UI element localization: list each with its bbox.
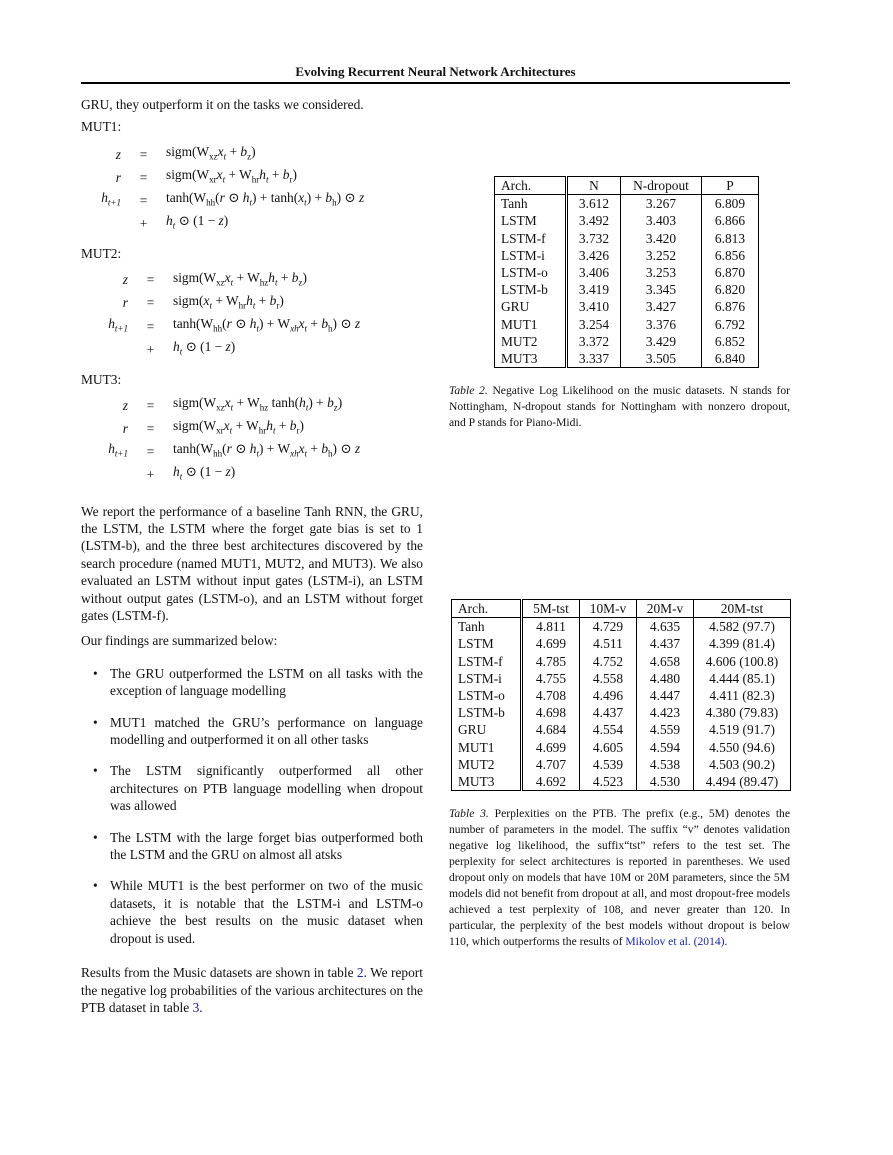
- equation-rhs: $sigm(W_{xz}x_t + W_{hz}h_t + b_z)$: [173, 269, 307, 288]
- findings-list: [81, 665, 423, 947]
- table3-caption: Table 3. Perplexities on the PTB. The prefix (e.g., 5M) denotes the number of parameters in the model. The suffix “v” denotes validation negative log likelihood, the suffix“tst” refers to the test set. The perplexity for select architectures is reported in parentheses. We used dropout only on models that have 10M or 20M parameters, since the 5M models did not benefit from dropout at all, and most dropout-free models achieved a test perplexity of 108, and never greater than 120. In particular, the perplexity of the best models without dropout is below 110, which outperforms the results of Mikolov et al. (2014).: [449, 807, 790, 948]
- mikolov-citation-link[interactable]: Mikolov et al. (2014): [625, 935, 725, 948]
- table-cell: 4.729: [580, 618, 637, 636]
- table-row: [452, 635, 791, 652]
- mut1-equation-row: [93, 189, 364, 212]
- table-row: [452, 618, 791, 636]
- table-cell: 6.820: [702, 281, 759, 298]
- mut2-equations: [100, 269, 360, 361]
- table-cell: 4.519 (91.7): [694, 721, 791, 738]
- table-cell: 4.684: [522, 721, 580, 738]
- row-label: LSTM-i: [458, 670, 502, 686]
- table-cell: 3.429: [621, 333, 702, 350]
- table-cell: 6.792: [702, 316, 759, 333]
- table-cell: 4.558: [580, 670, 637, 687]
- row-label: LSTM-b: [501, 282, 548, 298]
- table-cell: 4.699: [522, 739, 580, 756]
- results-paragraph: Results from the Music datasets are shown in table 2. We report the negative log probabilities of the various architectures on the PTB dataset in table 3.: [81, 965, 423, 1015]
- bullet-icon: •: [93, 714, 98, 730]
- row-label: MUT1: [458, 739, 495, 755]
- table-cell: 4.699: [522, 635, 580, 652]
- row-label: MUT1: [501, 316, 538, 332]
- table-cell: 4.698: [522, 704, 580, 721]
- findings-intro: Our findings are summarized below:: [81, 633, 278, 649]
- equation-operator: =: [139, 146, 148, 162]
- equation-lhs: r: [122, 295, 128, 311]
- equation-lhs: z: [122, 398, 128, 414]
- equation-rhs: $h_t$ ⊙ (1 − z): [166, 213, 229, 231]
- equation-rhs: $h_t$ ⊙ (1 − z): [173, 464, 236, 483]
- mut1-equation-row: [93, 166, 364, 189]
- table-cell: 3.403: [621, 212, 702, 229]
- equation-lhs: r: [115, 169, 121, 185]
- finding-text: The LSTM with the large forget bias outperformed both the LSTM and the GRU on almost all atsks: [110, 829, 423, 863]
- row-label: LSTM-o: [501, 265, 548, 281]
- table-cell: 4.530: [637, 773, 694, 791]
- table2-music-nll: [494, 176, 759, 368]
- table-cell: 4.437: [637, 635, 694, 652]
- table-cell: 4.582 (97.7): [694, 618, 791, 636]
- finding-item: [81, 762, 423, 814]
- table-cell: 4.444 (85.1): [694, 670, 791, 687]
- report-paragraph: We report the performance of a baseline Tanh RNN, the GRU, the LSTM, the LSTM where the forget gate bias is set to 1 (LSTM-b), and the three best architectures discovered by the search procedure (named MUT1, MUT2, and MUT3). We also evaluated an LSTM without input gates (LSTM-i), an LSTM without output gates (LSTM-o), and an LSTM without forget gates (LSTM-f).: [81, 503, 423, 623]
- mut3-equation-row: [100, 440, 360, 463]
- table-cell: 3.254: [567, 316, 621, 333]
- finding-text: The LSTM significantly outperformed all other architectures on PTB language modelling when dropout was allowed: [110, 763, 423, 814]
- column-header: N: [567, 177, 621, 195]
- table-cell: 4.658: [637, 653, 694, 670]
- column-header: N-dropout: [621, 177, 702, 195]
- finding-item: [81, 665, 423, 700]
- equation-lhs: z: [122, 272, 128, 288]
- table-cell: 3.420: [621, 230, 702, 247]
- bullet-icon: •: [93, 665, 98, 681]
- table-cell: 3.427: [621, 298, 702, 315]
- table-row: [452, 739, 791, 756]
- table-cell: 3.492: [567, 212, 621, 229]
- equation-operator: =: [139, 169, 148, 185]
- row-label: GRU: [458, 722, 487, 738]
- equation-rhs: $\tanh(W_{hh}(r$ ⊙ $h_t) + \tanh(x_t) + b_h$) ⊙ z: [166, 189, 365, 208]
- mut2-equation-row: [100, 292, 360, 315]
- table-cell: 4.411 (82.3): [694, 687, 791, 704]
- equation-lhs: [100, 338, 128, 361]
- mut1-equation-row: [93, 143, 364, 166]
- row-label: Tanh: [501, 196, 528, 212]
- mut1-label: MUT1:: [81, 119, 122, 135]
- table-row: [452, 653, 791, 670]
- equation-rhs: $\tanh(W_{hh}(r$ ⊙ $h_t) + W_{xh}x_t + b_h$) ⊙ z: [173, 441, 361, 460]
- mut2-equation-row: [100, 315, 360, 338]
- table-cell: 4.606 (100.8): [694, 653, 791, 670]
- table-row: [495, 316, 759, 333]
- bullet-icon: •: [93, 763, 98, 779]
- table-row: [452, 721, 791, 738]
- row-label: LSTM-o: [458, 688, 505, 704]
- table-cell: 3.253: [621, 264, 702, 281]
- table-cell: 4.496: [580, 687, 637, 704]
- table-cell: 4.539: [580, 756, 637, 773]
- table2-caption: Table 2. Negative Log Likelihood on the music datasets. N stands for Nottingham, N-dropout stands for Nottingham with nonzero dropout, and P stands for Piano-Midi.: [449, 384, 790, 429]
- equation-lhs: [100, 463, 128, 486]
- intro-text: GRU, they outperform it on the tasks we considered.: [81, 97, 364, 112]
- table3-ptb-perplexity: [451, 599, 791, 791]
- table-cell: 4.523: [580, 773, 637, 791]
- table-row: [495, 247, 759, 264]
- equation-lhs: $h_{t+1}$: [108, 441, 128, 460]
- table-cell: 4.480: [637, 670, 694, 687]
- finding-item: [81, 877, 423, 947]
- table-cell: 4.538: [637, 756, 694, 773]
- table-cell: 3.732: [567, 230, 621, 247]
- table-row: [452, 704, 791, 721]
- column-header: 10M-v: [580, 600, 637, 618]
- table-cell: 4.559: [637, 721, 694, 738]
- finding-text: While MUT1 is the best performer on two of the music datasets, it is notable that the LSTM-i and LSTM-o achieve the best results on the music dataset when dropout is used.: [110, 878, 423, 946]
- mut2-equation-row: [100, 338, 360, 361]
- table-cell: 6.852: [702, 333, 759, 350]
- mut3-equation-row: [100, 463, 360, 486]
- table-row: [452, 687, 791, 704]
- bullet-icon: •: [93, 878, 98, 894]
- table-cell: 4.494 (89.47): [694, 773, 791, 791]
- mut2-equation-row: [100, 269, 360, 292]
- row-label: MUT2: [458, 756, 495, 772]
- table-cell: 4.692: [522, 773, 580, 791]
- finding-item: [81, 714, 423, 749]
- table-cell: 4.707: [522, 756, 580, 773]
- equation-operator: +: [146, 341, 155, 357]
- column-header: P: [702, 177, 759, 195]
- equation-operator: =: [139, 192, 148, 208]
- table-row: [495, 333, 759, 350]
- equation-rhs: $sigm(W_{xr}x_t + W_{hr}h_t + b_r)$: [173, 418, 304, 436]
- finding-item: [81, 829, 423, 864]
- table-cell: 6.840: [702, 350, 759, 368]
- row-label: MUT3: [501, 351, 538, 367]
- mut1-equations: [93, 143, 364, 235]
- equation-lhs: r: [122, 421, 128, 437]
- equation-lhs: z: [115, 146, 121, 162]
- table-cell: 4.423: [637, 704, 694, 721]
- table-row: [495, 298, 759, 315]
- equation-lhs: [93, 212, 121, 235]
- table-cell: 3.267: [621, 195, 702, 213]
- table3-ref-link[interactable]: 3: [192, 999, 200, 1015]
- mut3-equation-row: [100, 417, 360, 440]
- equation-rhs: $sigm(W_{xz}x_t + b_z)$: [166, 143, 256, 162]
- equation-operator: +: [139, 215, 148, 231]
- table-cell: 4.605: [580, 739, 637, 756]
- row-label: GRU: [501, 299, 530, 315]
- table-row: [495, 195, 759, 213]
- table-cell: 3.426: [567, 247, 621, 264]
- table-cell: 6.809: [702, 195, 759, 213]
- finding-text: MUT1 matched the GRU’s performance on language modelling and outperformed it on all other tasks: [110, 714, 423, 748]
- mut3-label: MUT3:: [81, 371, 122, 387]
- column-header: 5M-tst: [522, 600, 580, 618]
- table-row: [495, 264, 759, 281]
- table-cell: 4.785: [522, 653, 580, 670]
- table-cell: 4.437: [580, 704, 637, 721]
- table-cell: 6.870: [702, 264, 759, 281]
- table2-ref-link[interactable]: 2: [356, 965, 364, 981]
- table-cell: 6.813: [702, 230, 759, 247]
- row-label: LSTM-i: [501, 247, 545, 263]
- table-cell: 3.376: [621, 316, 702, 333]
- table-cell: 4.594: [637, 739, 694, 756]
- row-label: LSTM: [458, 636, 494, 652]
- equation-operator: =: [146, 421, 155, 437]
- table-cell: 3.406: [567, 264, 621, 281]
- table-cell: 4.550 (94.6): [694, 739, 791, 756]
- equation-operator: =: [146, 318, 155, 334]
- row-label: LSTM: [501, 213, 537, 229]
- table-row: [495, 230, 759, 247]
- row-label: LSTM-f: [458, 653, 503, 669]
- equation-rhs: $sigm(W_{xz}x_t + W_{hz}$ $\tanh(h_t) + b_z$): [173, 395, 343, 413]
- table-cell: 4.708: [522, 687, 580, 704]
- table-cell: 3.345: [621, 281, 702, 298]
- table-row: [452, 670, 791, 687]
- table-cell: 4.447: [637, 687, 694, 704]
- table-cell: 3.252: [621, 247, 702, 264]
- table-row: [495, 212, 759, 229]
- table-row: [495, 281, 759, 298]
- equation-rhs: $h_t$ ⊙ (1 − z): [173, 338, 236, 357]
- table-cell: 4.503 (90.2): [694, 756, 791, 773]
- row-label: MUT2: [501, 333, 538, 349]
- equation-rhs: $sigm(x_t + W_{hr}h_t + b_r)$: [173, 292, 284, 311]
- table-cell: 6.856: [702, 247, 759, 264]
- table-cell: 3.505: [621, 350, 702, 368]
- table-row: [452, 773, 791, 791]
- mut2-label: MUT2:: [81, 246, 122, 262]
- table-cell: 4.380 (79.83): [694, 704, 791, 721]
- table-cell: 4.752: [580, 653, 637, 670]
- column-header: Arch.: [495, 177, 567, 195]
- table-cell: 3.419: [567, 281, 621, 298]
- left-column: [81, 96, 423, 1016]
- equation-operator: +: [146, 467, 155, 483]
- row-label: Tanh: [458, 619, 485, 635]
- equation-lhs: $h_{t+1}$: [108, 315, 128, 334]
- table-row: [452, 756, 791, 773]
- equation-operator: =: [146, 272, 155, 288]
- row-label: LSTM-b: [458, 705, 505, 721]
- bullet-icon: •: [93, 829, 98, 845]
- table-cell: 3.337: [567, 350, 621, 368]
- table-cell: 3.612: [567, 195, 621, 213]
- mut3-equation-row: [100, 394, 360, 417]
- table-cell: 4.811: [522, 618, 580, 636]
- table-cell: 4.399 (81.4): [694, 635, 791, 652]
- table-cell: 4.755: [522, 670, 580, 687]
- header-rule: [81, 82, 790, 84]
- table-row: [495, 350, 759, 368]
- column-header: Arch.: [452, 600, 522, 618]
- table-cell: 3.410: [567, 298, 621, 315]
- table-cell: 6.866: [702, 212, 759, 229]
- mut1-equation-row: [93, 212, 364, 235]
- row-label: MUT3: [458, 774, 495, 790]
- column-header: 20M-tst: [694, 600, 791, 618]
- finding-text: The GRU outperformed the LSTM on all tasks with the exception of language modelling: [110, 665, 423, 699]
- table-cell: 4.511: [580, 635, 637, 652]
- running-header: Evolving Recurrent Neural Network Architectures: [295, 64, 576, 79]
- table-cell: 4.635: [637, 618, 694, 636]
- equation-rhs: $sigm(W_{xr}x_t + W_{hr}h_t + b_r)$: [166, 166, 297, 185]
- table-cell: 6.876: [702, 298, 759, 315]
- row-label: LSTM-f: [501, 230, 546, 246]
- mut3-equations: [100, 394, 360, 486]
- table-cell: 4.554: [580, 721, 637, 738]
- table-cell: 3.372: [567, 333, 621, 350]
- equation-lhs: $h_{t+1}$: [101, 189, 121, 208]
- equation-rhs: $\tanh(W_{hh}(r$ ⊙ $h_t) + W_{xh}x_t + b_h$) ⊙ z: [173, 315, 361, 334]
- column-header: 20M-v: [637, 600, 694, 618]
- equation-operator: =: [146, 444, 155, 460]
- equation-operator: =: [146, 295, 155, 311]
- equation-operator: =: [146, 398, 155, 414]
